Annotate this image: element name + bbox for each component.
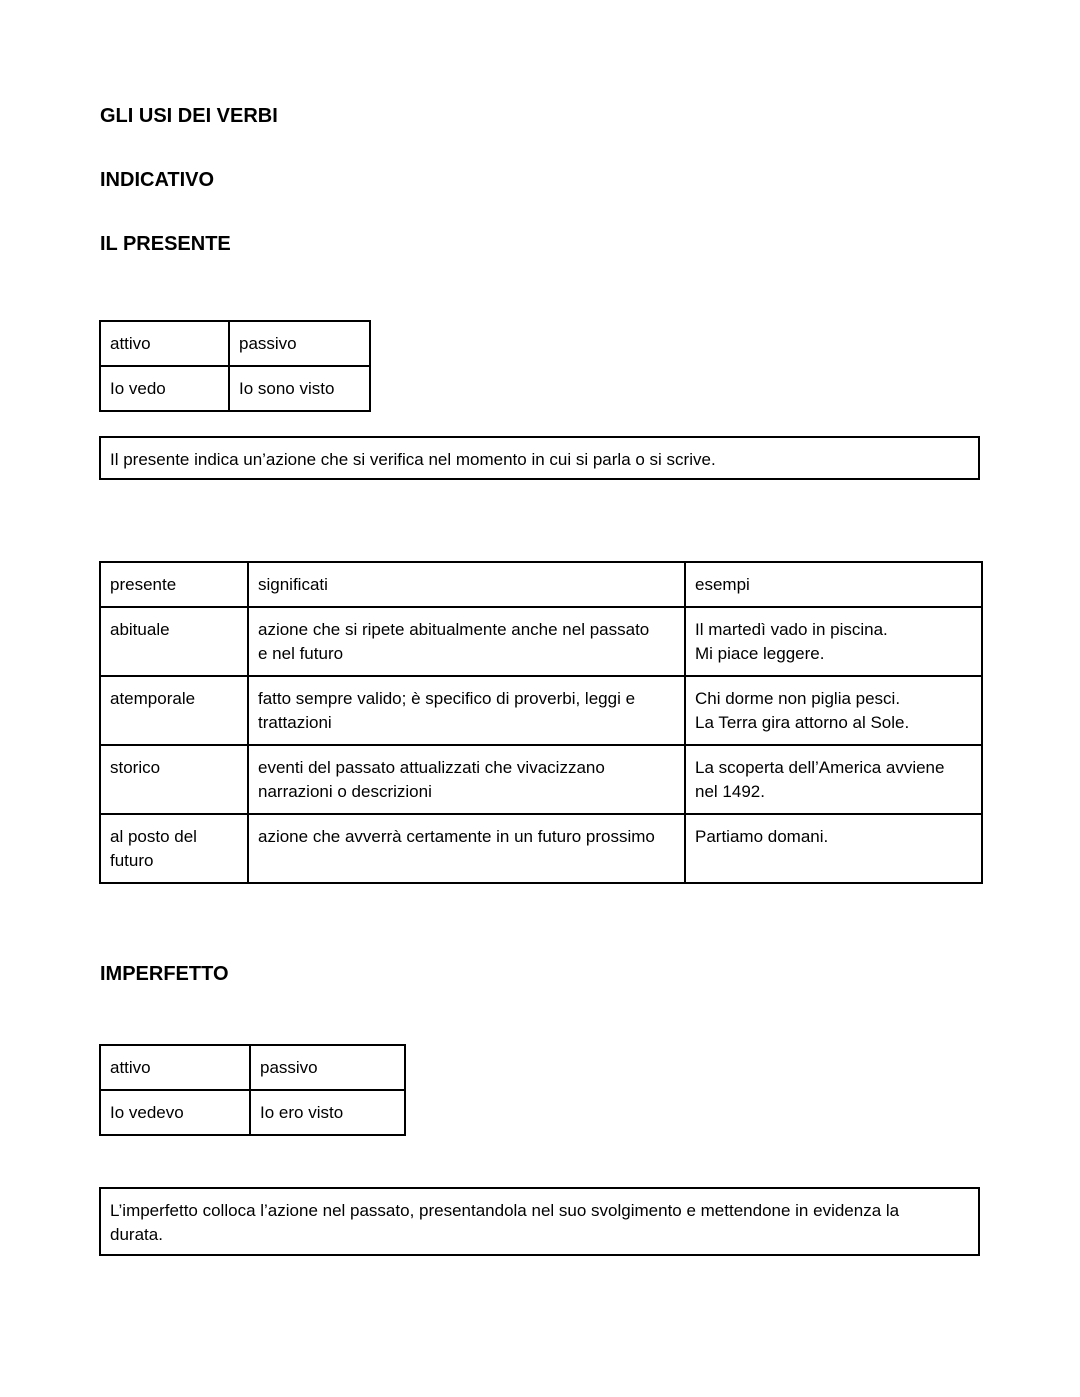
imperfetto-definition-line: durata. <box>110 1225 163 1244</box>
use-example-line: Partiamo domani. <box>695 827 829 846</box>
table-cell: Io vedo <box>100 366 229 411</box>
table-header-cell: attivo <box>100 321 229 366</box>
use-type-line: al posto del <box>110 827 197 846</box>
document-title: GLI USI DEI VERBI <box>100 105 278 127</box>
use-meaning-line: azione che si ripete abitualmente anche nel passato <box>258 620 650 639</box>
table-cell <box>100 607 248 676</box>
use-type: atemporale <box>110 689 196 708</box>
table-header-cell: passivo <box>250 1045 405 1090</box>
table-row <box>100 1090 405 1135</box>
presente-definition-box <box>99 436 980 480</box>
table-cell <box>685 676 982 745</box>
use-example-line: nel 1492. <box>695 782 765 801</box>
table-cell <box>248 745 685 814</box>
table-row <box>100 676 982 745</box>
table-header-cell: attivo <box>100 1045 250 1090</box>
table-header-cell: presente <box>100 562 248 607</box>
use-example-line: La Terra gira attorno al Sole. <box>695 713 910 732</box>
table-header-cell: significati <box>248 562 685 607</box>
table-row <box>100 366 370 411</box>
imperfetto-heading: IMPERFETTO <box>100 963 229 985</box>
use-example-line: Mi piace leggere. <box>695 644 825 663</box>
table-cell <box>248 607 685 676</box>
use-meaning-line: azione che avverrà certamente in un futuro prossimo <box>258 827 655 846</box>
use-meaning-line: trattazioni <box>258 713 332 732</box>
presente-definition-text: Il presente indica un’azione che si verifica nel momento in cui si parla o si scrive. <box>110 450 716 469</box>
table-cell <box>685 745 982 814</box>
table-header-cell: passivo <box>229 321 370 366</box>
imperfetto-definition-line: L’imperfetto colloca l’azione nel passato, presentandola nel suo svolgimento e mettendone in evidenza la <box>110 1201 900 1220</box>
imperfetto-definition-box <box>99 1187 980 1256</box>
use-example-line: La scoperta dell’America avviene <box>695 758 945 777</box>
table-cell <box>100 676 248 745</box>
table-cell: Io vedevo <box>100 1090 250 1135</box>
table-row <box>100 607 982 676</box>
table-cell <box>685 607 982 676</box>
table-cell <box>100 745 248 814</box>
table-cell: Io ero visto <box>250 1090 405 1135</box>
presente-voice-table <box>99 320 371 412</box>
imperfetto-voice-table <box>99 1044 406 1136</box>
use-type: abituale <box>110 620 170 639</box>
table-header-row <box>100 1045 405 1090</box>
table-header-cell: esempi <box>685 562 982 607</box>
use-meaning-line: narrazioni o descrizioni <box>258 782 432 801</box>
table-cell: Io sono visto <box>229 366 370 411</box>
table-row <box>100 814 982 883</box>
table-cell <box>100 814 248 883</box>
presente-uses-table <box>99 561 983 884</box>
use-meaning-line: eventi del passato attualizzati che vivacizzano <box>258 758 605 777</box>
mood-heading: INDICATIVO <box>100 169 215 191</box>
table-cell <box>685 814 982 883</box>
use-meaning-line: fatto sempre valido; è specifico di proverbi, leggi e <box>258 689 636 708</box>
table-header-row <box>100 562 982 607</box>
use-example-line: Chi dorme non piglia pesci. <box>695 689 901 708</box>
table-cell <box>248 676 685 745</box>
presente-heading: IL PRESENTE <box>100 233 231 255</box>
use-example-line: Il martedì vado in piscina. <box>695 620 888 639</box>
table-cell <box>248 814 685 883</box>
use-type-line: futuro <box>110 851 154 870</box>
use-type: storico <box>110 758 161 777</box>
use-meaning-line: e nel futuro <box>258 644 344 663</box>
table-row <box>100 745 982 814</box>
table-header-row <box>100 321 370 366</box>
